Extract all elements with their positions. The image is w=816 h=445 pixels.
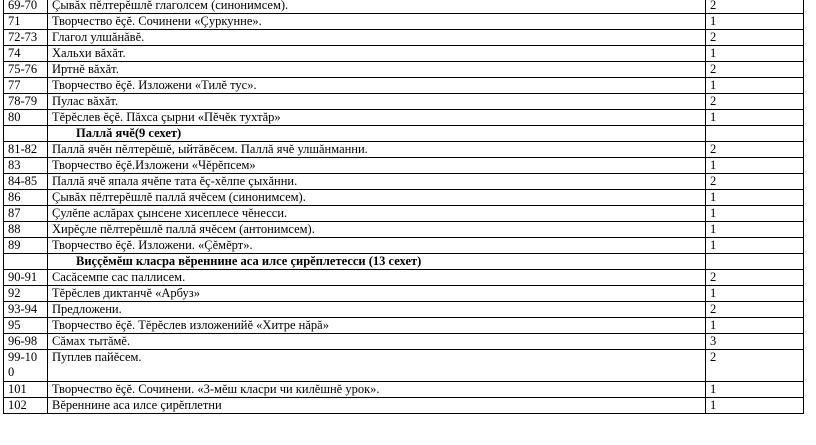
lesson-topic-cell: Творчество ĕçĕ. Сочинени «Çуркунне». <box>48 14 706 30</box>
table-row <box>4 142 804 158</box>
lesson-topic-cell: Творчество ĕçĕ. Изложени. «Çĕмĕрт». <box>48 238 706 254</box>
hours-cell: 1 <box>706 206 804 222</box>
hours-cell: 2 <box>706 94 804 110</box>
table-row <box>4 382 804 398</box>
table-row <box>4 110 804 126</box>
table-row <box>4 286 804 302</box>
hours-cell: 2 <box>706 142 804 158</box>
lesson-number-cell: 80 <box>4 110 48 126</box>
lesson-topic-cell: Творчество ĕçĕ.Изложени «Чĕрĕпсем» <box>48 158 706 174</box>
lesson-number-cell: 95 <box>4 318 48 334</box>
lesson-topic-cell: Паллă ячĕ япала ячĕпе тата ĕç-хĕлпе çыхăнни. <box>48 174 706 190</box>
table-row <box>4 158 804 174</box>
hours-cell <box>706 126 804 142</box>
section-header-row <box>4 126 804 142</box>
lesson-number-cell: 88 <box>4 222 48 238</box>
table-row <box>4 222 804 238</box>
lesson-number-cell: 74 <box>4 46 48 62</box>
lesson-number-cell: 75-76 <box>4 62 48 78</box>
table-row <box>4 398 804 414</box>
lesson-number-cell: 101 <box>4 382 48 398</box>
lesson-topic-cell: Хирĕçле пĕлтерĕшлĕ паллă ячĕсем (антонимсем). <box>48 222 706 238</box>
lesson-topic-cell: Творчество ĕçĕ. Тĕрĕслев изложенийĕ «Хитре нăрă» <box>48 318 706 334</box>
lesson-topic-cell: Творчество ĕçĕ. Сочинени. «3-мĕш класри чи килĕшнĕ урок». <box>48 382 706 398</box>
hours-cell: 2 <box>706 62 804 78</box>
hours-cell: 1 <box>706 286 804 302</box>
lesson-topic-cell: Çывăх пĕлтерĕшлĕ паллă ячĕсем (синонимсем). <box>48 190 706 206</box>
hours-cell: 1 <box>706 110 804 126</box>
lesson-number-cell <box>4 254 48 270</box>
hours-cell: 1 <box>706 318 804 334</box>
hours-cell: 2 <box>706 30 804 46</box>
hours-cell: 1 <box>706 238 804 254</box>
section-title-cell: Паллă ячĕ(9 сехет) <box>48 126 706 142</box>
hours-cell: 1 <box>706 382 804 398</box>
lesson-topic-cell: Пуплев пайĕсем. <box>48 350 706 382</box>
table-row <box>4 174 804 190</box>
hours-cell: 1 <box>706 14 804 30</box>
section-header-row <box>4 254 804 270</box>
lesson-number-cell: 86 <box>4 190 48 206</box>
hours-cell: 1 <box>706 222 804 238</box>
lesson-number-cell <box>4 126 48 142</box>
lesson-topic-cell: Çывăх пĕлтерĕшлĕ глаголсем (синонимсем). <box>48 0 706 14</box>
lesson-topic-cell: Вĕреннине аса илсе çирĕплетни <box>48 398 706 414</box>
lesson-number-cell: 93-94 <box>4 302 48 318</box>
lesson-topic-cell: Çулĕпе аслăрах çынсене хисеплесе чĕнесси. <box>48 206 706 222</box>
hours-cell: 2 <box>706 0 804 14</box>
table-row <box>4 0 804 14</box>
lesson-number-cell: 78-79 <box>4 94 48 110</box>
section-title-cell: Виççĕмĕш класра вĕреннине аса илсе çирĕплетесси (13 сехет) <box>48 254 706 270</box>
table-row <box>4 334 804 350</box>
table-row <box>4 318 804 334</box>
hours-cell: 1 <box>706 78 804 94</box>
table-row <box>4 270 804 286</box>
hours-cell: 2 <box>706 350 804 382</box>
lesson-topic-cell: Глагол улшăнăвĕ. <box>48 30 706 46</box>
lesson-number-cell: 69-70 <box>4 0 48 14</box>
lesson-number-cell: 72-73 <box>4 30 48 46</box>
lesson-plan-table <box>3 0 804 414</box>
lesson-number-cell: 83 <box>4 158 48 174</box>
lesson-topic-cell: Сасăсемпе сас паллисем. <box>48 270 706 286</box>
lesson-topic-cell: Тĕрĕслев ĕçĕ. Пăхса çырни «Пĕчĕк тухтăр» <box>48 110 706 126</box>
table-row <box>4 30 804 46</box>
lesson-number-cell: 81-82 <box>4 142 48 158</box>
lesson-topic-cell: Паллă ячĕн пĕлтерĕшĕ, ыйтăвĕсем. Паллă ячĕ улшăнманни. <box>48 142 706 158</box>
hours-cell: 1 <box>706 46 804 62</box>
lesson-topic-cell: Творчество ĕçĕ. Изложени «Тилĕ тус». <box>48 78 706 94</box>
table-row <box>4 14 804 30</box>
lesson-number-cell: 102 <box>4 398 48 414</box>
lesson-number-cell: 92 <box>4 286 48 302</box>
hours-cell: 1 <box>706 190 804 206</box>
table-row <box>4 350 804 382</box>
lesson-topic-cell: Тĕрĕслев диктанчĕ «Арбуз» <box>48 286 706 302</box>
lesson-plan-body <box>4 0 804 414</box>
lesson-number-cell: 84-85 <box>4 174 48 190</box>
lesson-number-cell: 90-91 <box>4 270 48 286</box>
hours-cell: 2 <box>706 302 804 318</box>
table-row <box>4 302 804 318</box>
lesson-topic-cell: Хальхи вăхăт. <box>48 46 706 62</box>
hours-cell: 2 <box>706 270 804 286</box>
hours-cell: 2 <box>706 174 804 190</box>
table-row <box>4 62 804 78</box>
lesson-topic-cell: Сăмах тытăмĕ. <box>48 334 706 350</box>
hours-cell <box>706 254 804 270</box>
table-row <box>4 206 804 222</box>
lesson-number-cell: 96-98 <box>4 334 48 350</box>
lesson-topic-cell: Иртнĕ вăхăт. <box>48 62 706 78</box>
hours-cell: 1 <box>706 158 804 174</box>
hours-cell: 1 <box>706 398 804 414</box>
table-row <box>4 46 804 62</box>
hours-cell: 3 <box>706 334 804 350</box>
table-row <box>4 94 804 110</box>
lesson-number-cell: 89 <box>4 238 48 254</box>
lesson-number-cell: 87 <box>4 206 48 222</box>
table-row <box>4 78 804 94</box>
lesson-topic-cell: Пулас вăхăт. <box>48 94 706 110</box>
lesson-number-cell: 99-100 <box>4 350 48 382</box>
table-row <box>4 238 804 254</box>
lesson-number-cell: 77 <box>4 78 48 94</box>
table-row <box>4 190 804 206</box>
lesson-number-cell: 71 <box>4 14 48 30</box>
lesson-topic-cell: Предложени. <box>48 302 706 318</box>
